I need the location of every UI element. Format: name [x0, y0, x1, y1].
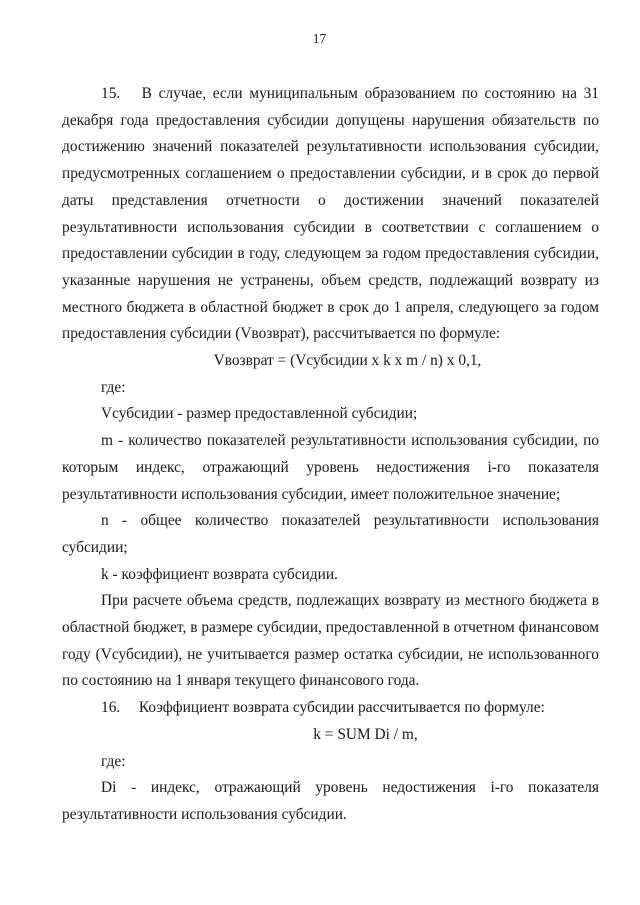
definition-k: k - коэффициент возврата субсидии.	[101, 565, 338, 583]
paragraph-16-number: 16.	[101, 699, 121, 717]
formula-return-coefficient: k = SUM Di / m,	[313, 725, 418, 743]
formula-return-amount: Vвозврат = (Vсубсидии x k x m / n) x 0,1,	[213, 352, 482, 370]
definition-m: m - количество показателей результативности использования субсидии, по которым индекс, отражающий уровень недостижения i-го показателя результативности использования субсидии, имеет положительное значение;	[62, 432, 599, 503]
definition-v-subsidy: Vсубсидии - размер предоставленной субсидии;	[101, 405, 418, 423]
document-body	[62, 81, 599, 829]
paragraph-16-text: Коэффициент возврата субсидии рассчитывается по формуле:	[138, 699, 545, 717]
where-label-1: где:	[101, 378, 126, 396]
page-number: 17	[312, 31, 327, 46]
paragraph-15	[62, 81, 599, 348]
definition-n: n - общее количество показателей результативности использования субсидии;	[62, 512, 599, 556]
paragraph-16	[62, 695, 599, 722]
calculation-note: При расчете объема средств, подлежащих возврату из местного бюджета в областной бюджет, в размере субсидии, предоставленной в отчетном финансовом году (Vсубсидии), не учитывается размер остатка субсидии, не использованного по состоянию на 1 января текущего финансового года.	[62, 592, 599, 690]
where-label-2: где:	[101, 752, 126, 770]
paragraph-15-number: 15.	[101, 85, 121, 102]
definition-di: Di - индекс, отражающий уровень недостижения i-го показателя результативности использования субсидии.	[62, 779, 599, 823]
paragraph-15-text: В случае, если муниципальным образованием по состоянию на 31 декабря года предоставления субсидии допущены нарушения обязательств по достижению значений показателей результативности использования субсидии, предусмотренных соглашением о предоставлении субсидии, и в срок до первой даты представления отчетности о достижении значений показателей результативности использования субсидии в соответствии с соглашением о предоставлении субсидии в году, следующем за годом предоставления субсидии, указанные нарушения не устранены, объем средств, подлежащий возврату из местного бюджета в областной бюджет в срок до 1 апреля, следующего за годом предоставления субсидии (Vвозврат), рассчитывается по формуле:	[62, 85, 599, 343]
